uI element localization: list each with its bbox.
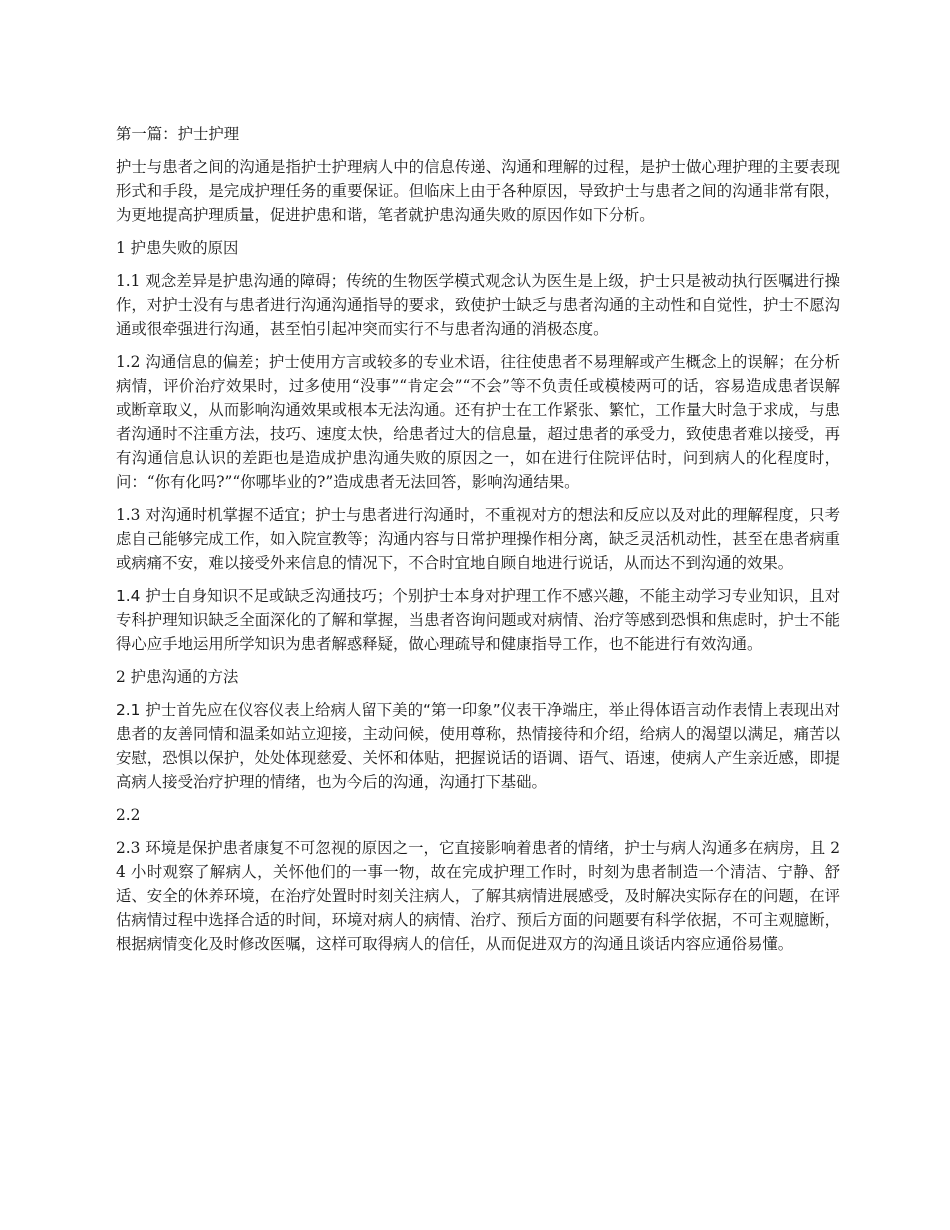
paragraph-1-2: 1.2 沟通信息的偏差；护士使用方言或较多的专业术语，往往使患者不易理解或产生概念上的误解；在分析病情，评价治疗效果时，过多使用“没事”“肯定会”“不会”等不负责任或模棱两可的话，容易造成患者误解或断章取义，从而影响沟通效果或根本无法沟通。还有护士在工作紧张、繁忙，工作量大时急于求成，与患者沟通时不注重方法，技巧、速度太快，给患者过大的信息量，超过患者的承受力，致使患者难以接受，再有沟通信息认识的差距也是造成护患沟通失败的原因之一，如在进行住院评估时，问到病人的化程度时，问：“你有化吗?”“你哪毕业的?”造成患者无法回答，影响沟通结果。 xyxy=(116,353,840,491)
intro-paragraph: 护士与患者之间的沟通是指护士护理病人中的信息传递、沟通和理解的过程，是护士做心理护理的主要表现形式和手段，是完成护理任务的重要保证。但临床上由于各种原因，导致护士与患者之间的沟通非常有限，为更地提高护理质量，促进护患和谐，笔者就护患沟通失败的原因作如下分析。 xyxy=(116,158,840,224)
paragraph-2-2: 2.2 xyxy=(116,806,141,824)
section-1-heading: 1 护患失败的原因 xyxy=(116,239,239,257)
paragraph-2-3: 2.3 环境是保护患者康复不可忽视的原因之一，它直接影响着患者的情绪，护士与病人沟通多在病房，且 24 小时观察了解病人，关怀他们的一事一物，故在完成护理工作时，时刻为患者制造一个清洁、宁静、舒适、安全的休养环境，在治疗处置时时刻关注病人，了解其病情进展感受，及时解决实际存在的问题，在评估病情过程中选择合适的时间，环境对病人的病情、治疗、预后方面的问题要有科学依据，不可主观臆断，根据病情变化及时修改医嘱，这样可取得病人的信任，从而促进双方的沟通且谈话内容应通俗易懂。 xyxy=(116,839,840,953)
document-title: 第一篇：护士护理 xyxy=(116,125,240,143)
section-2-heading: 2 护患沟通的方法 xyxy=(116,668,239,686)
paragraph-1-4: 1.4 护士自身知识不足或缺乏沟通技巧；个别护士本身对护理工作不感兴趣，不能主动学习专业知识，且对专科护理知识缺乏全面深化的了解和掌握，当患者咨询问题或对病情、治疗等感到恐惧和焦虑时，护士不能得心应手地运用所学知识为患者解惑释疑，做心理疏导和健康指导工作，也不能进行有效沟通。 xyxy=(116,587,840,653)
paragraph-1-1: 1.1 观念差异是护患沟通的障碍；传统的生物医学模式观念认为医生是上级，护士只是被动执行医嘱进行操作，对护士没有与患者进行沟通沟通指导的要求，致使护士缺乏与患者沟通的主动性和自觉性，护士不愿沟通或很牵强进行沟通，甚至怕引起冲突而实行不与患者沟通的消极态度。 xyxy=(116,272,840,338)
paragraph-1-3: 1.3 对沟通时机掌握不适宜；护士与患者进行沟通时，不重视对方的想法和反应以及对此的理解程度，只考虑自己能够完成工作，如入院宣教等；沟通内容与日常护理操作相分离，缺乏灵活机动性，甚至在患者病重或病痛不安，难以接受外来信息的情况下，不合时宜地自顾自地进行说话，从而达不到沟通的效果。 xyxy=(116,506,840,572)
document-page xyxy=(116,122,840,965)
paragraph-2-1: 2.1 护士首先应在仪容仪表上给病人留下美的“第一印象”仪表干净端庄，举止得体语言动作表情上表现出对患者的友善同情和温柔如站立迎接，主动问候，使用尊称，热情接待和介绍，给病人的渴望以满足，痛苦以安慰，恐惧以保护，处处体现慈爱、关怀和体贴，把握说话的语调、语气、语速，使病人产生亲近感，即提高病人接受治疗护理的情绪，也为今后的沟通，沟通打下基础。 xyxy=(116,701,840,791)
